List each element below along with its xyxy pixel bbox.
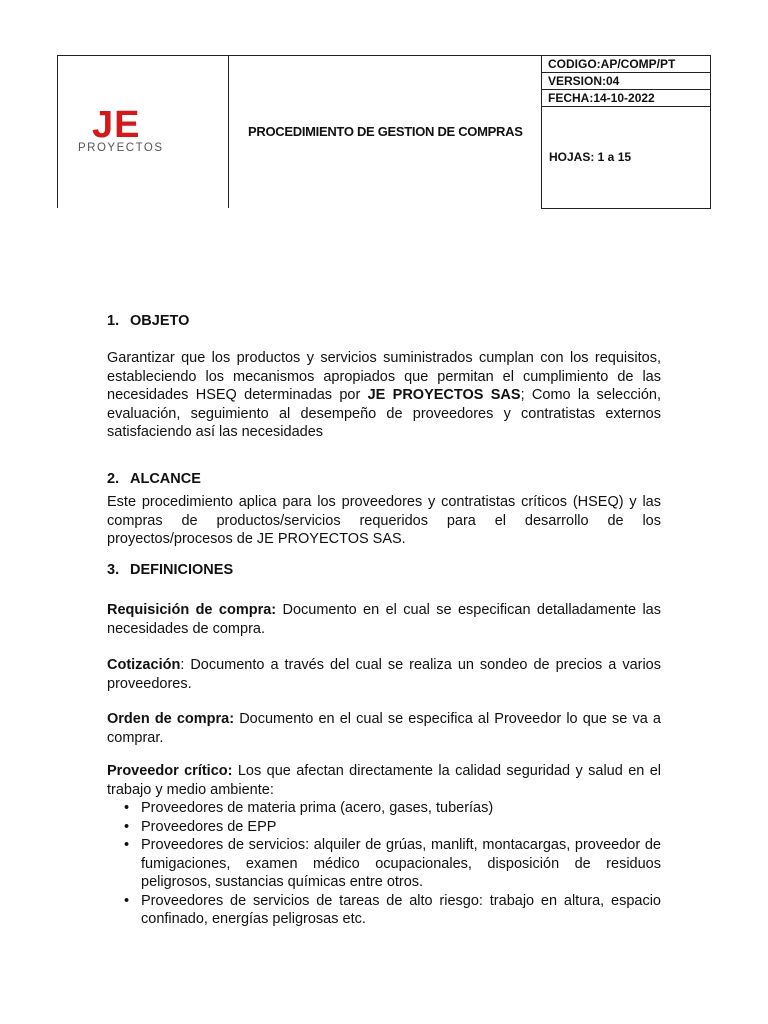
definition-cotizacion — [107, 656, 661, 693]
list-item: • Proveedores de servicios de tareas de alto riesgo: trabajo en altura, espacio confinado, energías peligrosas etc. — [124, 892, 661, 929]
codigo-field: CODIGO:AP/COMP/PT — [542, 56, 710, 73]
objeto-text-b: ; Como la selección, evaluación, seguimiento al desempeño de proveedores y contratistas externos satisfaciendo así las necesidades — [107, 387, 661, 440]
section-heading-objeto — [107, 313, 189, 329]
section-title: ALCANCE — [130, 471, 201, 487]
list-item: • Proveedores de servicios: alquiler de grúas, manlift, montacargas, proveedor de fumigaciones, examen médico ocupacionales, disposición de residuos peligrosos, sustancias químicas entre otros. — [124, 836, 661, 892]
definition-term: Orden de compra: — [107, 711, 235, 727]
definition-orden — [107, 710, 661, 747]
list-item: • Proveedores de materia prima (acero, gases, tuberías) — [124, 799, 661, 818]
logo-sub-text: PROYECTOS — [78, 142, 164, 154]
definition-proveedor — [107, 762, 661, 799]
title-cell — [228, 55, 541, 208]
definition-text: : Documento a través del cual se realiza un sondeo de precios a varios proveedores. — [107, 657, 661, 692]
section-heading-definiciones — [107, 562, 233, 578]
logo-main-text: JE — [92, 104, 141, 146]
definition-text: Documento en el cual se especifica al Proveedor lo que se va a comprar. — [107, 711, 661, 746]
section-title: DEFINICIONES — [130, 562, 234, 578]
definition-term: Proveedor crítico: — [107, 763, 233, 779]
version-field: VERSION:04 — [542, 73, 710, 90]
section-title: OBJETO — [130, 313, 190, 329]
info-cell — [541, 55, 711, 209]
definition-requisicion — [107, 601, 661, 638]
hojas-field: HOJAS: 1 a 15 — [549, 150, 632, 164]
definition-term: Requisición de compra: — [107, 602, 277, 618]
section-number: 3. — [107, 562, 120, 578]
definition-text: Documento en el cual se especifican detalladamente las necesidades de compra. — [107, 602, 661, 637]
objeto-text-a: Garantizar que los productos y servicios suministrados cumplan con los requisitos, estableciendo los mecanismos apropiados que permitan el cumplimiento de las necesidades HSEQ determinadas por — [107, 350, 661, 403]
document-title: PROCEDIMIENTO DE GESTION DE COMPRAS — [248, 124, 523, 139]
section-number: 1. — [107, 313, 120, 329]
list-item: • Proveedores de EPP — [124, 818, 661, 837]
company-logo — [78, 104, 196, 161]
alcance-paragraph: Este procedimiento aplica para los proveedores y contratistas críticos (HSEQ) y las compras de productos/servicios requeridos para el desarrollo de los proyectos/procesos de JE PROYECTOS SAS. — [107, 494, 661, 547]
fecha-field: FECHA:14-10-2022 — [542, 90, 710, 107]
section-number: 2. — [107, 471, 120, 487]
section-heading-alcance — [107, 471, 201, 487]
company-name: JE PROYECTOS SAS — [367, 387, 521, 403]
definition-text: Los que afectan directamente la calidad seguridad y salud en el trabajo y medio ambiente: — [107, 763, 661, 798]
logo-cell — [57, 55, 229, 208]
objeto-paragraph — [107, 349, 661, 442]
definition-term: Cotización — [107, 657, 181, 673]
document-header — [57, 55, 711, 209]
proveedor-list — [124, 799, 661, 929]
